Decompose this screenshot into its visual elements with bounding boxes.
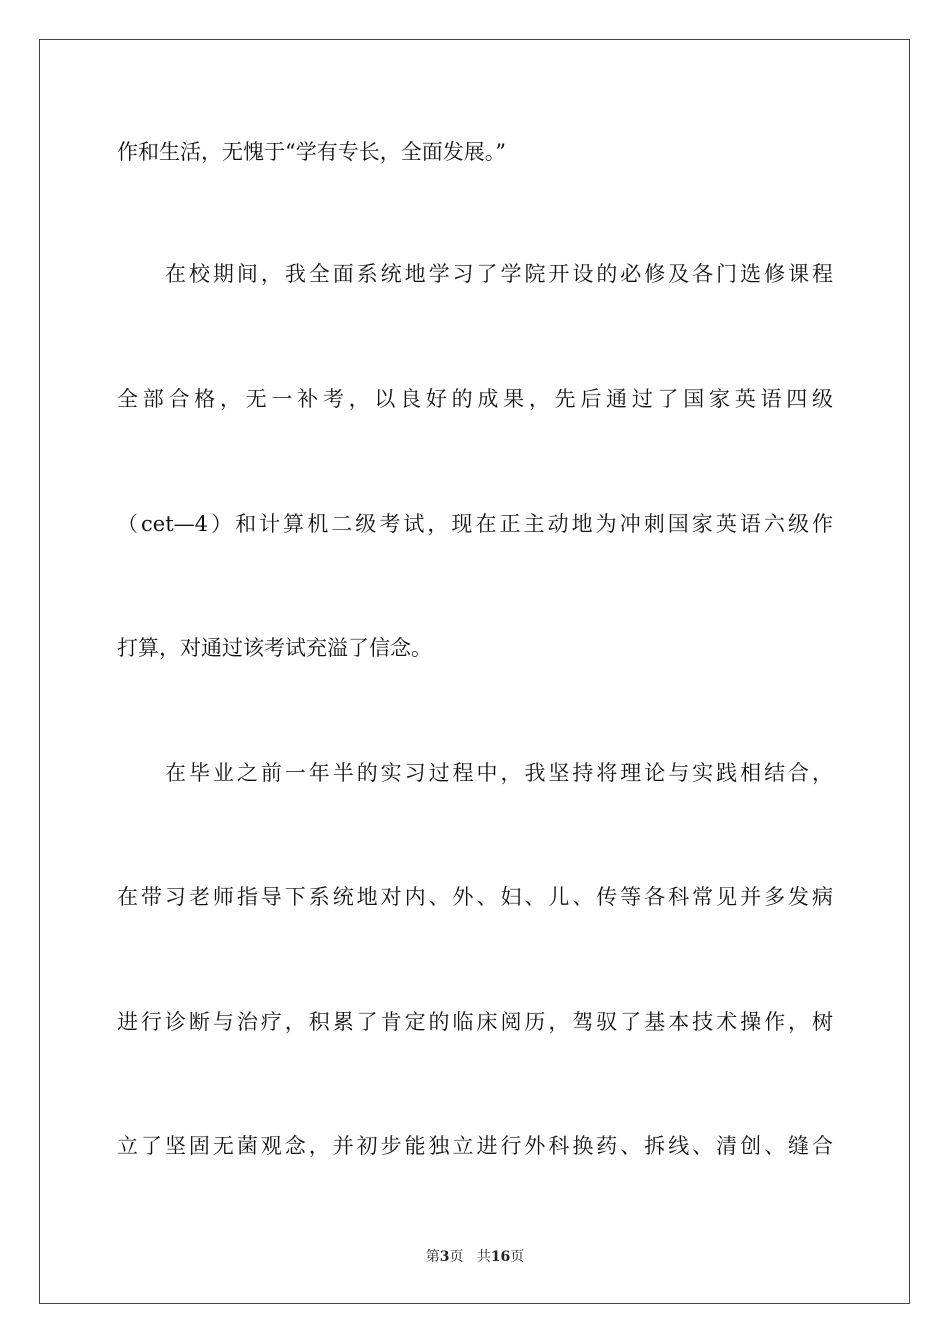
text-line-8: 进行诊断与治疗，积累了肯定的临床阅历，驾驭了基本技术操作，树 <box>117 1010 833 1034</box>
page-suffix: 页 <box>449 1249 464 1265</box>
total-suffix: 页 <box>510 1249 525 1265</box>
text-line-7: 在带习老师指导下系统地对内、外、妇、儿、传等各科常见并多发病 <box>117 885 833 909</box>
text-line-1: 作和生活，无愧于“学有专长，全面发展。” <box>117 140 506 164</box>
text-line-4: （cet—4）和计算机二级考试，现在正主动地为冲刺国家英语六级作 <box>117 512 833 536</box>
text-line-5: 打算，对通过该考试充溢了信念。 <box>117 636 432 660</box>
text-line-3: 全部合格，无一补考，以良好的成果，先后通过了国家英语四级 <box>117 387 833 411</box>
total-pages: 16 <box>490 1249 511 1265</box>
text-line-2: 在校期间，我全面系统地学习了学院开设的必修及各门选修课程 <box>165 262 833 286</box>
page-prefix: 第 <box>425 1249 440 1265</box>
text-line-6: 在毕业之前一年半的实习过程中，我坚持将理论与实践相结合， <box>165 761 833 785</box>
page-number: 3 <box>439 1249 450 1265</box>
page-frame <box>39 39 910 1304</box>
total-prefix: 共 <box>476 1249 491 1265</box>
text-line-9: 立了坚固无菌观念，并初步能独立进行外科换药、拆线、清创、缝合 <box>117 1134 833 1158</box>
page-footer <box>0 1247 950 1267</box>
